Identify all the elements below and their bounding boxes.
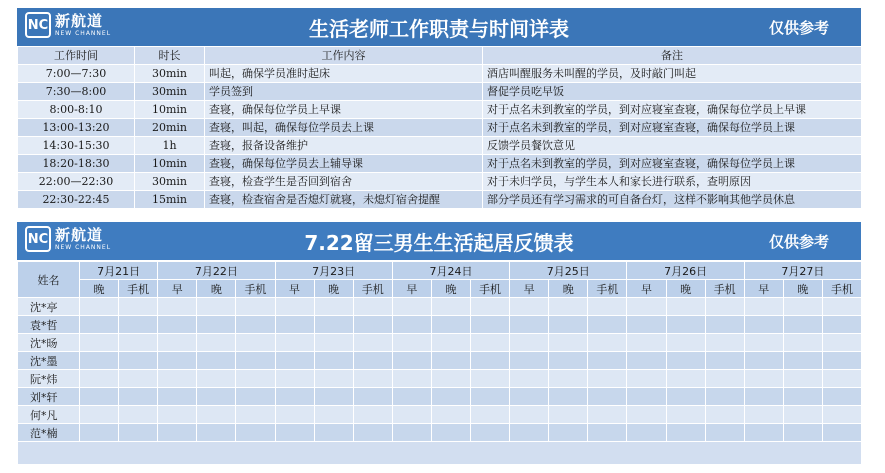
feedback-cell[interactable] [783, 388, 822, 406]
cell-work-time: 7:30—8:00 [18, 83, 135, 101]
cell-remarks: 反馈学员餐饮意见 [483, 137, 862, 155]
cell-duration: 10min [135, 101, 205, 119]
feedback-cell[interactable] [627, 316, 666, 334]
feedback-cell[interactable] [822, 298, 861, 316]
feedback-cell[interactable] [314, 406, 353, 424]
feedback-cell[interactable] [822, 352, 861, 370]
cell-work-content: 查寝，确保每位学员上早课 [205, 101, 483, 119]
feedback-cell[interactable] [510, 352, 549, 370]
feedback-cell[interactable] [549, 370, 588, 388]
slot-header: 晚 [197, 280, 236, 298]
feedback-cell[interactable] [510, 388, 549, 406]
slot-header: 手机 [588, 280, 627, 298]
feedback-cell[interactable] [314, 352, 353, 370]
slot-header: 手机 [471, 280, 510, 298]
feedback-cell[interactable] [549, 316, 588, 334]
feedback-cell[interactable] [197, 406, 236, 424]
feedback-cell[interactable] [236, 334, 275, 352]
feedback-cell[interactable] [275, 334, 314, 352]
cell-duration: 15min [135, 191, 205, 209]
student-row [18, 316, 862, 334]
logo-en-text: NEW CHANNEL [55, 243, 112, 251]
schedule-row [18, 173, 862, 191]
feedback-cell[interactable] [197, 316, 236, 334]
schedule-row [18, 119, 862, 137]
feedback-cell[interactable] [80, 316, 119, 334]
cell-duration: 10min [135, 155, 205, 173]
feedback-cell[interactable] [314, 298, 353, 316]
cell-work-time: 18:20-18:30 [18, 155, 135, 173]
feedback-cell[interactable] [471, 316, 510, 334]
feedback-cell[interactable] [353, 334, 392, 352]
feedback-cell[interactable] [627, 406, 666, 424]
date-header: 7月21日 [80, 262, 158, 280]
feedback-cell[interactable] [119, 424, 158, 442]
header-work-content: 工作内容 [205, 47, 483, 65]
feedback-cell[interactable] [431, 370, 470, 388]
cell-work-time: 13:00-13:20 [18, 119, 135, 137]
slot-header: 晚 [783, 280, 822, 298]
feedback-cell[interactable] [119, 388, 158, 406]
feedback-cell[interactable] [236, 406, 275, 424]
feedback-cell[interactable] [822, 370, 861, 388]
feedback-cell[interactable] [431, 406, 470, 424]
feedback-cell[interactable] [314, 424, 353, 442]
slot-header: 早 [158, 280, 197, 298]
feedback-cell[interactable] [275, 388, 314, 406]
feedback-cell[interactable] [783, 334, 822, 352]
feedback-cell[interactable] [119, 370, 158, 388]
cell-duration: 30min [135, 65, 205, 83]
feedback-cell[interactable] [510, 406, 549, 424]
feedback-cell[interactable] [236, 298, 275, 316]
date-header: 7月27日 [744, 262, 861, 280]
feedback-cell[interactable] [236, 424, 275, 442]
schedule-row [18, 65, 862, 83]
header-remarks: 备注 [483, 47, 862, 65]
logo-cn-text: 新航道 [55, 11, 104, 30]
student-row [18, 370, 862, 388]
cell-remarks: 部分学员还有学习需求的可自备台灯，这样不影响其他学员休息 [483, 191, 862, 209]
feedback-cell[interactable] [158, 406, 197, 424]
logo-mark: NC [25, 12, 51, 38]
feedback-cell[interactable] [236, 370, 275, 388]
blank-cell [18, 442, 862, 465]
feedback-cell[interactable] [392, 316, 431, 334]
feedback-cell[interactable] [314, 316, 353, 334]
slot-header: 手机 [353, 280, 392, 298]
feedback-cell[interactable] [158, 298, 197, 316]
feedback-cell[interactable] [80, 334, 119, 352]
feedback-cell[interactable] [627, 370, 666, 388]
date-header: 7月24日 [392, 262, 509, 280]
feedback-cell[interactable] [197, 388, 236, 406]
feedback-cell[interactable] [392, 406, 431, 424]
feedback-cell[interactable] [705, 298, 744, 316]
feedback-cell[interactable] [744, 352, 783, 370]
slot-header: 晚 [80, 280, 119, 298]
feedback-cell[interactable] [158, 424, 197, 442]
cell-work-time: 22:00—22:30 [18, 173, 135, 191]
feedback-cell[interactable] [510, 424, 549, 442]
feedback-cell[interactable] [353, 298, 392, 316]
feedback-cell[interactable] [744, 316, 783, 334]
cell-work-content: 查寝，报备设备维护 [205, 137, 483, 155]
feedback-cell[interactable] [353, 370, 392, 388]
feedback-cell[interactable] [471, 298, 510, 316]
header-duration: 时长 [135, 47, 205, 65]
feedback-cell[interactable] [158, 316, 197, 334]
feedback-cell[interactable] [549, 352, 588, 370]
student-name: 刘*轩 [18, 388, 80, 406]
feedback-cell[interactable] [783, 406, 822, 424]
feedback-cell[interactable] [705, 424, 744, 442]
feedback-banner [17, 222, 861, 260]
feedback-cell[interactable] [158, 370, 197, 388]
cell-remarks: 对于未归学员，与学生本人和家长进行联系，查明原因 [483, 173, 862, 191]
cell-work-content: 叫起，确保学员准时起床 [205, 65, 483, 83]
feedback-cell[interactable] [197, 424, 236, 442]
feedback-cell[interactable] [471, 424, 510, 442]
slot-header: 晚 [431, 280, 470, 298]
feedback-cell[interactable] [197, 370, 236, 388]
feedback-cell[interactable] [588, 334, 627, 352]
schedule-title: 生活老师工作职责与时间详表 [309, 16, 569, 41]
feedback-cell[interactable] [705, 388, 744, 406]
slot-header: 手机 [236, 280, 275, 298]
feedback-cell[interactable] [744, 298, 783, 316]
feedback-cell[interactable] [197, 352, 236, 370]
feedback-cell[interactable] [275, 298, 314, 316]
feedback-cell[interactable] [822, 406, 861, 424]
feedback-cell[interactable] [431, 298, 470, 316]
schedule-banner [17, 8, 861, 46]
cell-remarks: 督促学员吃早饭 [483, 83, 862, 101]
feedback-cell[interactable] [666, 316, 705, 334]
feedback-cell[interactable] [822, 388, 861, 406]
feedback-cell[interactable] [80, 298, 119, 316]
feedback-cell[interactable] [510, 334, 549, 352]
student-row [18, 352, 862, 370]
schedule-row [18, 155, 862, 173]
student-name: 阮*炜 [18, 370, 80, 388]
feedback-cell[interactable] [353, 424, 392, 442]
slot-header: 手机 [705, 280, 744, 298]
slot-header: 晚 [549, 280, 588, 298]
feedback-cell[interactable] [627, 334, 666, 352]
feedback-cell[interactable] [392, 424, 431, 442]
date-header: 7月23日 [275, 262, 392, 280]
feedback-cell[interactable] [158, 352, 197, 370]
feedback-cell[interactable] [666, 370, 705, 388]
feedback-cell[interactable] [666, 334, 705, 352]
student-row [18, 424, 862, 442]
slot-header: 晚 [314, 280, 353, 298]
feedback-cell[interactable] [666, 388, 705, 406]
feedback-cell[interactable] [471, 370, 510, 388]
feedback-cell[interactable] [275, 316, 314, 334]
student-name: 何*凡 [18, 406, 80, 424]
feedback-cell[interactable] [314, 388, 353, 406]
feedback-cell[interactable] [392, 370, 431, 388]
cell-remarks: 对于点名未到教室的学员，到对应寝室查寝，确保每位学员上早课 [483, 101, 862, 119]
feedback-cell[interactable] [236, 352, 275, 370]
cell-work-time: 8:00-8:10 [18, 101, 135, 119]
feedback-cell[interactable] [549, 406, 588, 424]
feedback-table [17, 261, 862, 465]
feedback-cell[interactable] [158, 334, 197, 352]
blank-row [18, 442, 862, 465]
header-work-time: 工作时间 [18, 47, 135, 65]
feedback-cell[interactable] [744, 370, 783, 388]
student-name: 沈*旸 [18, 334, 80, 352]
feedback-cell[interactable] [471, 352, 510, 370]
feedback-cell[interactable] [744, 388, 783, 406]
feedback-cell[interactable] [705, 316, 744, 334]
feedback-cell[interactable] [705, 352, 744, 370]
feedback-cell[interactable] [80, 388, 119, 406]
cell-remarks: 酒店叫醒服务未叫醒的学员，及时敲门叫起 [483, 65, 862, 83]
feedback-cell[interactable] [314, 370, 353, 388]
feedback-cell[interactable] [275, 370, 314, 388]
feedback-cell[interactable] [314, 334, 353, 352]
feedback-cell[interactable] [627, 388, 666, 406]
cell-work-content: 查寝，叫起，确保每位学员去上课 [205, 119, 483, 137]
date-header: 7月25日 [510, 262, 627, 280]
student-name: 沈*亭 [18, 298, 80, 316]
feedback-cell[interactable] [471, 406, 510, 424]
feedback-cell[interactable] [353, 406, 392, 424]
feedback-cell[interactable] [705, 334, 744, 352]
feedback-cell[interactable] [549, 424, 588, 442]
cell-work-content: 查寝，检查宿舍是否熄灯就寝，未熄灯宿舍提醒 [205, 191, 483, 209]
logo-en-text: NEW CHANNEL [55, 29, 112, 37]
feedback-cell[interactable] [158, 388, 197, 406]
cell-work-content: 学员签到 [205, 83, 483, 101]
schedule-header-row [18, 47, 862, 65]
feedback-cell[interactable] [119, 316, 158, 334]
feedback-cell[interactable] [80, 424, 119, 442]
feedback-cell[interactable] [353, 352, 392, 370]
feedback-cell[interactable] [119, 352, 158, 370]
feedback-cell[interactable] [431, 352, 470, 370]
feedback-cell[interactable] [80, 406, 119, 424]
feedback-cell[interactable] [783, 424, 822, 442]
feedback-cell[interactable] [705, 370, 744, 388]
student-row [18, 334, 862, 352]
student-name: 沈*墨 [18, 352, 80, 370]
feedback-cell[interactable] [588, 370, 627, 388]
feedback-cell[interactable] [80, 352, 119, 370]
feedback-cell[interactable] [705, 406, 744, 424]
feedback-cell[interactable] [471, 334, 510, 352]
cell-work-content: 查寝，确保每位学员去上辅导课 [205, 155, 483, 173]
feedback-cell[interactable] [275, 406, 314, 424]
feedback-cell[interactable] [588, 316, 627, 334]
feedback-cell[interactable] [666, 424, 705, 442]
feedback-cell[interactable] [744, 406, 783, 424]
feedback-cell[interactable] [744, 424, 783, 442]
cell-work-time: 22:30-22:45 [18, 191, 135, 209]
feedback-cell[interactable] [275, 424, 314, 442]
feedback-cell[interactable] [236, 388, 275, 406]
cell-work-time: 7:00—7:30 [18, 65, 135, 83]
reference-note: 仅供参考 [768, 18, 829, 37]
feedback-cell[interactable] [431, 334, 470, 352]
feedback-cell[interactable] [471, 388, 510, 406]
feedback-cell[interactable] [119, 406, 158, 424]
feedback-cell[interactable] [666, 406, 705, 424]
feedback-cell[interactable] [627, 424, 666, 442]
slot-header: 早 [392, 280, 431, 298]
slot-header: 早 [510, 280, 549, 298]
feedback-cell[interactable] [822, 316, 861, 334]
date-header-row [18, 262, 862, 280]
cell-duration: 1h [135, 137, 205, 155]
feedback-cell[interactable] [275, 352, 314, 370]
student-row [18, 406, 862, 424]
schedule-row [18, 101, 862, 119]
student-name: 范*楠 [18, 424, 80, 442]
feedback-cell[interactable] [510, 316, 549, 334]
feedback-cell[interactable] [549, 388, 588, 406]
feedback-cell[interactable] [197, 298, 236, 316]
slot-header: 手机 [119, 280, 158, 298]
cell-duration: 30min [135, 173, 205, 191]
feedback-cell[interactable] [627, 352, 666, 370]
feedback-cell[interactable] [510, 298, 549, 316]
logo-mark: NC [25, 226, 51, 252]
logo-cn-text: 新航道 [55, 225, 104, 244]
feedback-cell[interactable] [80, 370, 119, 388]
feedback-cell[interactable] [197, 334, 236, 352]
reference-note: 仅供参考 [768, 232, 829, 251]
schedule-row [18, 83, 862, 101]
feedback-cell[interactable] [744, 334, 783, 352]
feedback-cell[interactable] [822, 334, 861, 352]
feedback-cell[interactable] [588, 388, 627, 406]
feedback-cell[interactable] [392, 388, 431, 406]
schedule-row [18, 137, 862, 155]
slot-header: 早 [744, 280, 783, 298]
feedback-cell[interactable] [783, 352, 822, 370]
feedback-cell[interactable] [588, 298, 627, 316]
feedback-cell[interactable] [666, 352, 705, 370]
schedule-row [18, 191, 862, 209]
feedback-cell[interactable] [119, 334, 158, 352]
slot-header: 早 [275, 280, 314, 298]
feedback-cell[interactable] [431, 424, 470, 442]
header-name: 姓名 [18, 262, 80, 298]
feedback-cell[interactable] [549, 298, 588, 316]
feedback-cell[interactable] [510, 370, 549, 388]
slot-header: 手机 [822, 280, 861, 298]
cell-duration: 30min [135, 83, 205, 101]
date-header: 7月26日 [627, 262, 744, 280]
feedback-cell[interactable] [588, 352, 627, 370]
feedback-title: 7.22留三男生生活起居反馈表 [304, 230, 574, 255]
cell-remarks: 对于点名未到教室的学员，到对应寝室查寝，确保每位学员上课 [483, 119, 862, 137]
duty-schedule-table [17, 46, 862, 209]
feedback-cell[interactable] [822, 424, 861, 442]
student-row [18, 388, 862, 406]
cell-work-content: 查寝，检查学生是否回到宿舍 [205, 173, 483, 191]
feedback-cell[interactable] [783, 298, 822, 316]
student-name: 袁*哲 [18, 316, 80, 334]
feedback-cell[interactable] [783, 370, 822, 388]
feedback-cell[interactable] [588, 424, 627, 442]
feedback-cell[interactable] [549, 334, 588, 352]
cell-duration: 20min [135, 119, 205, 137]
slot-header-row [18, 280, 862, 298]
slot-header: 晚 [666, 280, 705, 298]
feedback-cell[interactable] [431, 316, 470, 334]
slot-header: 早 [627, 280, 666, 298]
feedback-cell[interactable] [666, 298, 705, 316]
cell-remarks: 对于点名未到教室的学员，到对应寝室查寝，确保每位学员上课 [483, 155, 862, 173]
date-header: 7月22日 [158, 262, 275, 280]
feedback-cell[interactable] [353, 316, 392, 334]
feedback-cell[interactable] [627, 298, 666, 316]
feedback-cell[interactable] [353, 388, 392, 406]
feedback-cell[interactable] [392, 298, 431, 316]
feedback-cell[interactable] [783, 316, 822, 334]
cell-work-time: 14:30-15:30 [18, 137, 135, 155]
feedback-cell[interactable] [119, 298, 158, 316]
student-row [18, 298, 862, 316]
feedback-cell[interactable] [431, 388, 470, 406]
feedback-cell[interactable] [392, 352, 431, 370]
feedback-cell[interactable] [236, 316, 275, 334]
feedback-cell[interactable] [588, 406, 627, 424]
feedback-cell[interactable] [392, 334, 431, 352]
